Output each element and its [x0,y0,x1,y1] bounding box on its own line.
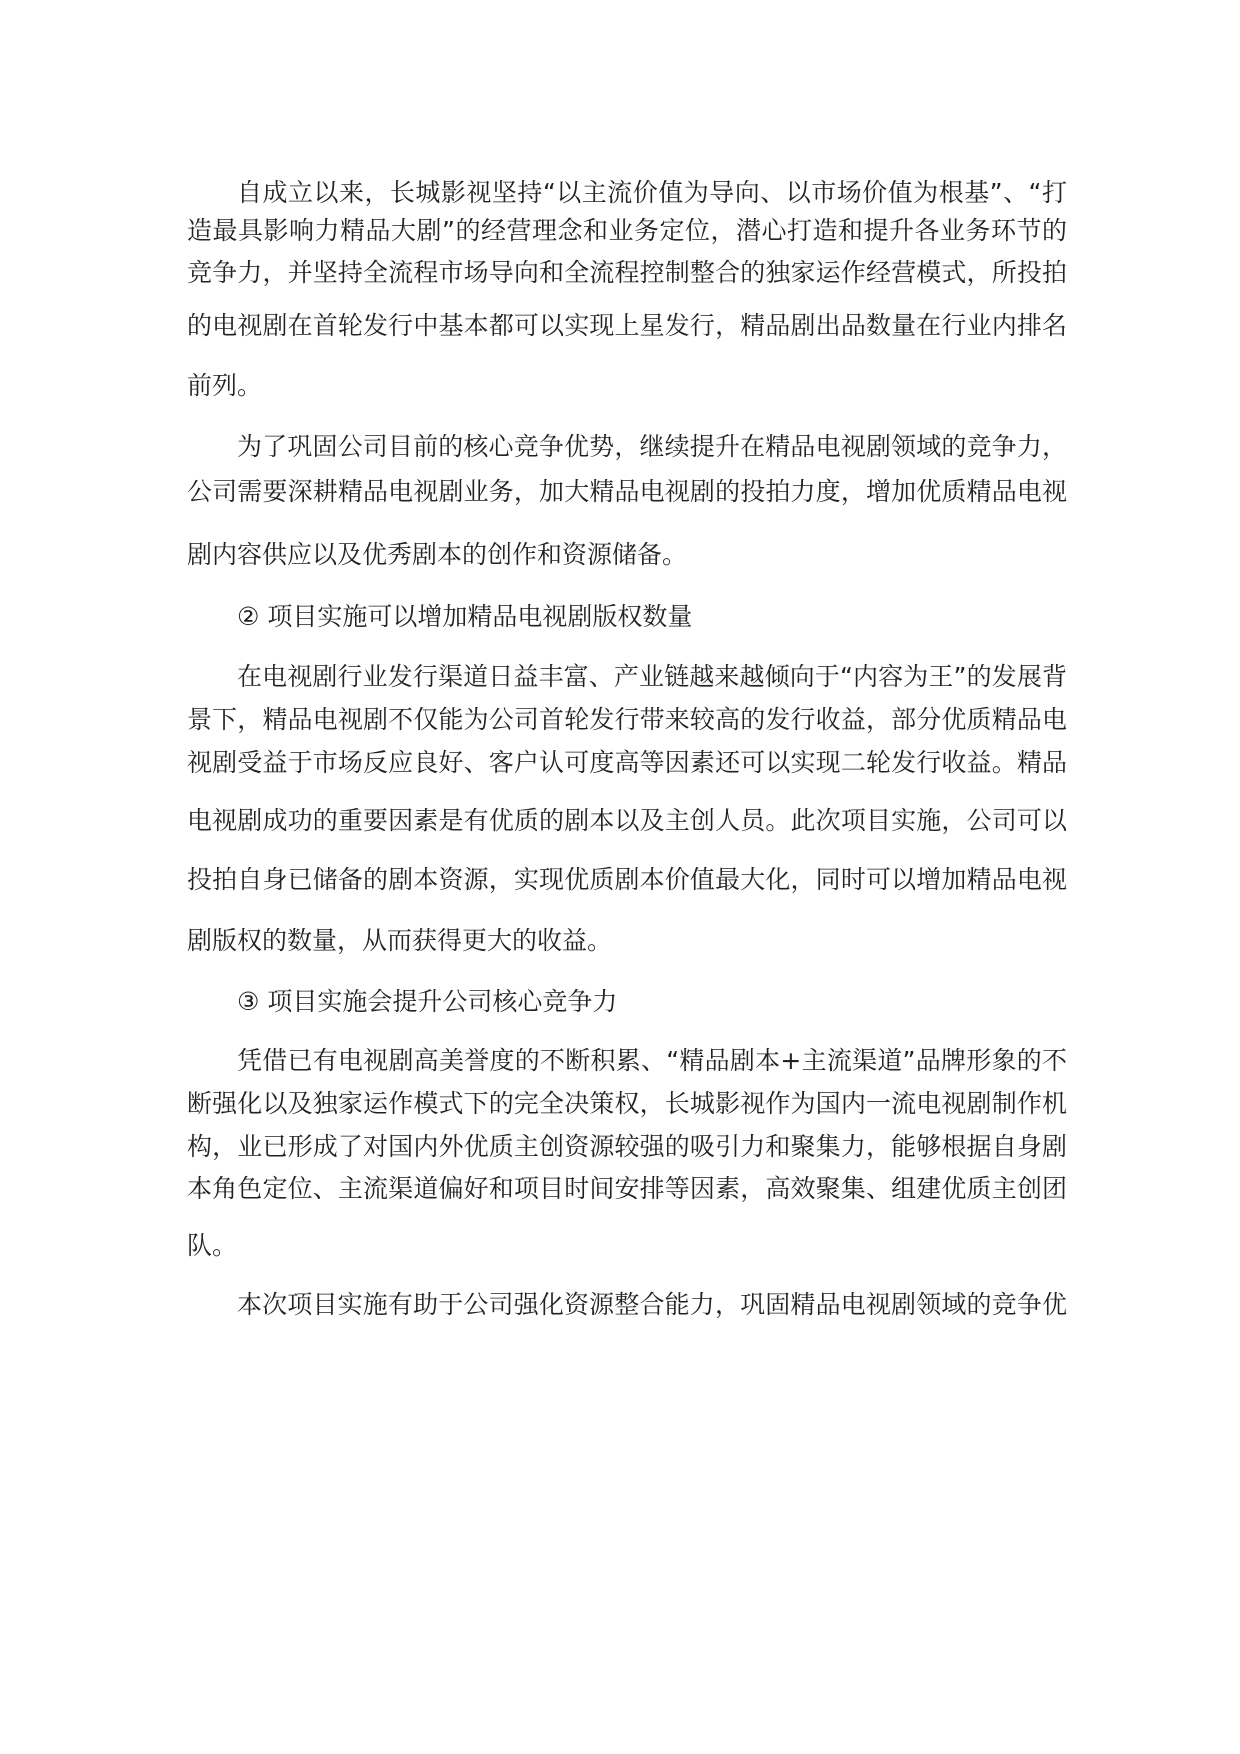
section-heading-3: ③ 项目实施会提升公司核心竞争力 [237,987,618,1016]
paragraph-1-line-2: 造最具影响力精品大剧”的经营理念和业务定位，潜心打造和提升各业务环节的 [187,216,1067,245]
paragraph-5-line-1: 本次项目实施有助于公司强化资源整合能力，巩固精品电视剧领域的竞争优 [237,1290,1067,1319]
paragraph-3-line-1: 在电视剧行业发行渠道日益丰富、产业链越来越倾向于“内容为王”的发展背 [237,662,1067,691]
paragraph-4-line-4: 本角色定位、主流渠道偏好和项目时间安排等因素，高效聚集、组建优质主创团 [187,1174,1067,1203]
paragraph-2-line-3: 剧内容供应以及优秀剧本的创作和资源储备。 [187,540,688,569]
section-heading-2: ② 项目实施可以增加精品电视剧版权数量 [237,602,693,631]
paragraph-4-line-5: 队。 [187,1231,238,1260]
paragraph-3-line-4: 电视剧成功的重要因素是有优质的剧本以及主创人员。此次项目实施，公司可以 [187,806,1067,835]
paragraph-1-line-5: 前列。 [187,371,263,400]
paragraph-3-line-3: 视剧受益于市场反应良好、客户认可度高等因素还可以实现二轮发行收益。精品 [187,748,1067,777]
paragraph-4-line-3: 构，业已形成了对国内外优质主创资源较强的吸引力和聚集力，能够根据自身剧 [187,1132,1067,1161]
paragraph-4-line-1: 凭借已有电视剧高美誉度的不断积累、“精品剧本+主流渠道”品牌形象的不 [237,1046,1067,1075]
paragraph-4-line-2: 断强化以及独家运作模式下的完全决策权，长城影视作为国内一流电视剧制作机 [187,1089,1067,1118]
paragraph-2-line-2: 公司需要深耕精品电视剧业务，加大精品电视剧的投拍力度，增加优质精品电视 [187,477,1067,506]
paragraph-1-line-1: 自成立以来，长城影视坚持“以主流价值为导向、以市场价值为根基”、“打 [237,178,1067,207]
paragraph-3-line-5: 投拍自身已储备的剧本资源，实现优质剧本价值最大化，同时可以增加精品电视 [187,865,1067,894]
paragraph-1-line-4: 的电视剧在首轮发行中基本都可以实现上星发行，精品剧出品数量在行业内排名 [187,311,1067,340]
paragraph-1-line-3: 竞争力，并坚持全流程市场导向和全流程控制整合的独家运作经营模式，所投拍 [187,258,1067,287]
paragraph-2-line-1: 为了巩固公司目前的核心竞争优势，继续提升在精品电视剧领域的竞争力， [237,432,1067,461]
paragraph-3-line-2: 景下，精品电视剧不仅能为公司首轮发行带来较高的发行收益，部分优质精品电 [187,705,1067,734]
paragraph-3-line-6: 剧版权的数量，从而获得更大的收益。 [187,926,613,955]
